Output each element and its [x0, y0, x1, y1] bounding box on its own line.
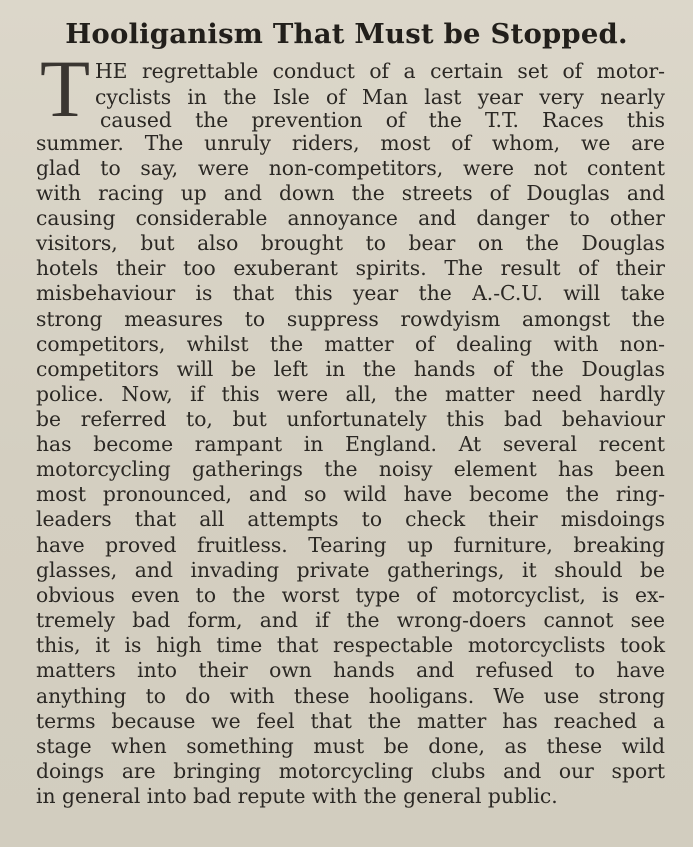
- body-line: terms because we feel that the matter has reached a: [36, 709, 665, 733]
- body-line: have proved fruitless. Tearing up furniture, breaking: [36, 533, 665, 557]
- body-line: be referred to, but unfortunately this bad behaviour: [36, 407, 665, 431]
- body-line: tremely bad form, and if the wrong-doers cannot see: [36, 608, 665, 632]
- body-line: caused the prevention of the T.T. Races this: [100, 108, 665, 132]
- body-line: motorcycling gatherings the noisy element has been: [36, 457, 665, 481]
- body-line: glasses, and invading private gatherings, it should be: [36, 558, 665, 582]
- body-line: anything to do with these hooligans. We use strong: [36, 684, 665, 708]
- body-line: hotels their too exuberant spirits. The result of their: [36, 256, 665, 280]
- body-line: competitors, whilst the matter of dealing with non-: [36, 332, 665, 356]
- body-line: causing considerable annoyance and danger to other: [36, 206, 665, 230]
- body-line: doings are bringing motorcycling clubs and our sport: [36, 759, 665, 783]
- drop-cap: T: [40, 43, 91, 134]
- body-line: glad to say, were non-competitors, were not content: [36, 156, 665, 180]
- body-line: strong measures to suppress rowdyism amongst the: [36, 307, 665, 331]
- body-line: summer. The unruly riders, most of whom, we are: [36, 131, 665, 155]
- body-line: with racing up and down the streets of Douglas and: [36, 181, 665, 205]
- article-title: Hooliganism That Must be Stopped.: [65, 18, 628, 50]
- body-line: in general into bad repute with the general public.: [36, 784, 558, 808]
- body-line: has become rampant in England. At several recent: [36, 432, 665, 456]
- body-line: stage when something must be done, as these wild: [36, 734, 665, 758]
- body-line: obvious even to the worst type of motorcyclist, is ex-: [36, 583, 665, 607]
- body-line: matters into their own hands and refused to have: [36, 658, 665, 682]
- body-line: police. Now, if this were all, the matter need hardly: [36, 382, 665, 406]
- body-line: misbehaviour is that this year the A.-C.U. will take: [36, 281, 665, 305]
- body-line: HE regrettable conduct of a certain set of motor-: [95, 59, 665, 83]
- body-line: leaders that all attempts to check their misdoings: [36, 507, 665, 531]
- body-line: competitors will be left in the hands of the Douglas: [36, 357, 665, 381]
- body-line: visitors, but also brought to bear on the Douglas: [36, 231, 665, 255]
- body-line: cyclists in the Isle of Man last year very nearly: [95, 85, 665, 109]
- body-line: most pronounced, and so wild have become the ring-: [36, 482, 665, 506]
- body-line: this, it is high time that respectable motorcyclists took: [36, 633, 665, 657]
